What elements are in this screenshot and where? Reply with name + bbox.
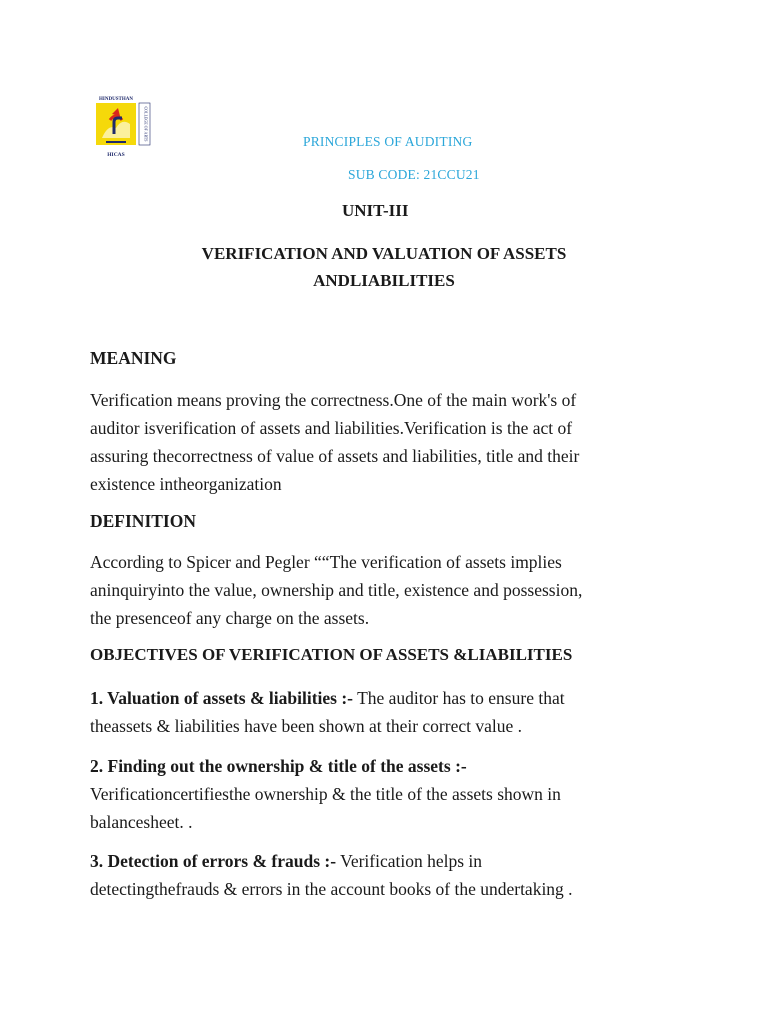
objective-text: Verification helps in bbox=[336, 851, 483, 871]
definition-heading: DEFINITION bbox=[90, 511, 196, 531]
objective-item-2 bbox=[90, 752, 690, 836]
meaning-line: existence intheorganization bbox=[90, 474, 282, 494]
document-title-line-2: ANDLIABILITIES bbox=[313, 271, 455, 290]
logo-emblem-icon bbox=[92, 94, 154, 162]
definition-line: the presenceof any charge on the assets. bbox=[90, 608, 370, 628]
objective-text: detectingthefrauds & errors in the account books of the undertaking . bbox=[90, 879, 573, 899]
objective-separator: :- bbox=[336, 688, 354, 708]
logo-bottom-text: HICAS bbox=[107, 152, 125, 158]
meaning-line: assuring thecorrectness of value of assets and liabilities, title and their bbox=[90, 446, 580, 466]
objectives-heading: OBJECTIVES OF VERIFICATION OF ASSETS &LIABILITIES bbox=[90, 645, 573, 664]
sub-code: SUB CODE: 21CCU21 bbox=[348, 167, 480, 182]
objective-label: 1. Valuation of assets & liabilities bbox=[90, 688, 337, 708]
meaning-line: Verification means proving the correctness.One of the main work's of bbox=[90, 390, 577, 410]
objective-separator: :- bbox=[320, 851, 337, 871]
meaning-line: auditor isverification of assets and liabilities.Verification is the act of bbox=[90, 418, 573, 438]
objective-text: Verificationcertifiesthe ownership & the title of the assets shown in bbox=[90, 784, 561, 804]
objective-label: 3. Detection of errors & frauds bbox=[90, 851, 321, 871]
objective-text: balancesheet. . bbox=[90, 812, 193, 832]
objective-text: The auditor has to ensure that bbox=[353, 688, 565, 708]
meaning-paragraph bbox=[90, 386, 690, 498]
objective-item-1 bbox=[90, 684, 690, 740]
logo-side-text: COLLEGE OF ARTS bbox=[143, 106, 149, 142]
document-title-line-1: VERIFICATION AND VALUATION OF ASSETS bbox=[201, 244, 567, 263]
objective-text: theassets & liabilities have been shown at their correct value . bbox=[90, 716, 523, 736]
definition-line: According to Spicer and Pegler ““The verification of assets implies bbox=[90, 552, 562, 572]
course-name: PRINCIPLES OF AUDITING bbox=[303, 134, 473, 149]
definition-line: aninquiryinto the value, ownership and title, existence and possession, bbox=[90, 580, 583, 600]
objective-item-3 bbox=[90, 847, 690, 903]
logo-top-text: HINDUSTHAN bbox=[99, 97, 133, 102]
objective-separator: :- bbox=[450, 756, 467, 776]
objective-label: 2. Finding out the ownership & title of the assets bbox=[90, 756, 451, 776]
unit-label: UNIT-III bbox=[342, 201, 409, 220]
meaning-heading: MEANING bbox=[90, 348, 177, 368]
definition-paragraph bbox=[90, 548, 690, 632]
college-logo bbox=[92, 94, 154, 162]
